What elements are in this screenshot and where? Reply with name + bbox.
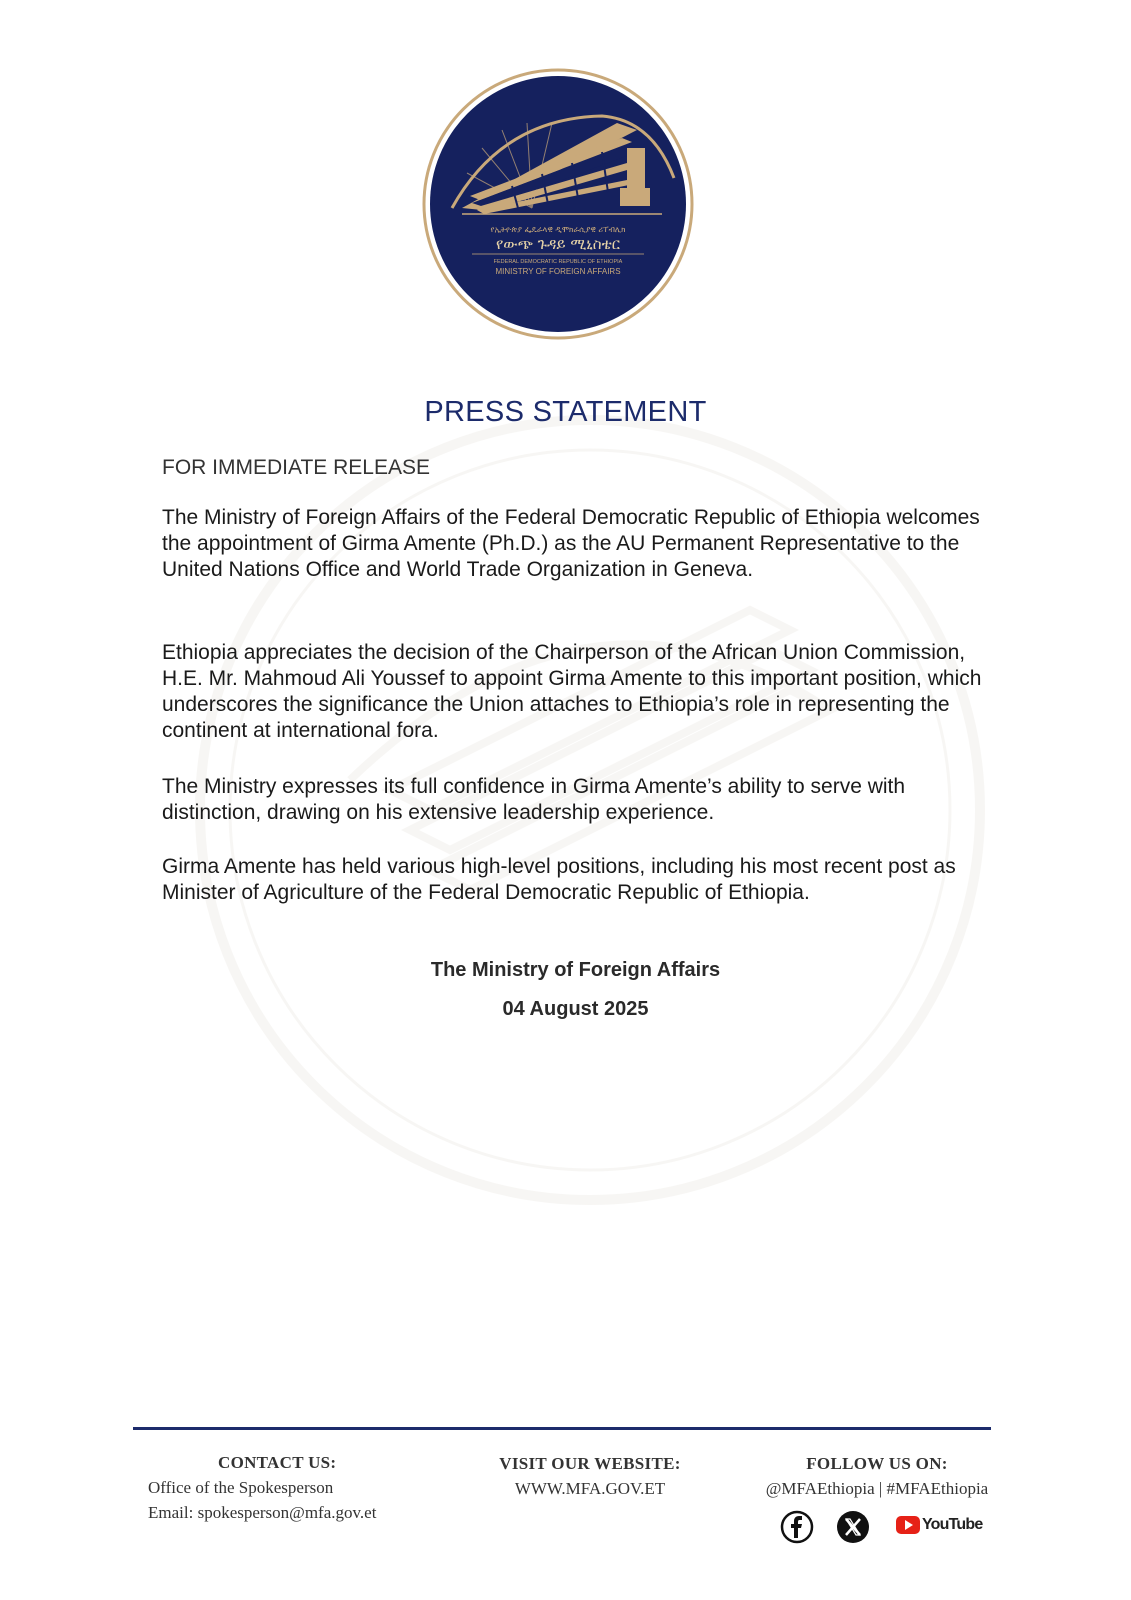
paragraph-3: The Ministry expresses its full confidence in Girma Amente’s ability to serve with distinction, drawing on his extensive leadership experience. — [162, 775, 906, 824]
signoff-ministry: The Ministry of Foreign Affairs — [430, 959, 721, 981]
footer-follow — [752, 1451, 1002, 1501]
facebook-icon[interactable] — [780, 1510, 814, 1544]
logo-english-line2: MINISTRY OF FOREIGN AFFAIRS — [495, 267, 621, 276]
release-label: FOR IMMEDIATE RELEASE — [162, 456, 430, 479]
follow-heading: FOLLOW US ON: — [806, 1454, 948, 1473]
logo-amharic-line1: የኢትዮጵያ ፌዴራላዊ ዲሞክራሲያዊ ሪፐብሊክ — [490, 225, 626, 234]
ministry-logo — [422, 68, 694, 340]
paragraph-1: The Ministry of Foreign Affairs of the Federal Democratic Republic of Ethiopia welcomes the appointment of Girma Amente (Ph.D.) as the AU Permanent Representative to the United Nations Office and World Trade Organization in Geneva. — [162, 506, 980, 581]
follow-handles: @MFAEthiopia | #MFAEthiopia — [765, 1479, 989, 1498]
youtube-label[interactable]: YouTube — [922, 1516, 983, 1533]
website-link[interactable]: WWW.MFA.GOV.ET — [514, 1479, 666, 1498]
footer-contact — [148, 1450, 376, 1525]
signoff-date: 04 August 2025 — [502, 998, 649, 1020]
logo-amharic-line2: የውጭ ጉዳይ ሚኒስቴር — [495, 235, 621, 253]
paragraph-2: Ethiopia appreciates the decision of the Chairperson of the African Union Commission, H.E. Mr. Mahmoud Ali Youssef to appoint Girma Amente to this important position, which underscores the significance the Union attaches to Ethiopia’s role in representing the continent at international fora. — [162, 641, 982, 742]
footer-website — [490, 1451, 690, 1501]
contact-heading: CONTACT US: — [218, 1453, 337, 1472]
page-title: PRESS STATEMENT — [424, 396, 707, 428]
footer-divider — [133, 1427, 991, 1430]
contact-office: Office of the Spokesperson — [148, 1478, 334, 1497]
contact-email[interactable]: Email: spokesperson@mfa.gov.et — [148, 1503, 377, 1522]
social-icons — [780, 1510, 990, 1550]
website-heading: VISIT OUR WEBSITE: — [499, 1454, 681, 1473]
youtube-icon[interactable] — [896, 1516, 920, 1534]
x-twitter-icon[interactable] — [836, 1510, 870, 1544]
paragraph-4: Girma Amente has held various high-level positions, including his most recent post as Minister of Agriculture of the Federal Democratic Republic of Ethiopia. — [162, 855, 956, 904]
logo-english-line1: FEDERAL DEMOCRATIC REPUBLIC OF ETHIOPIA — [493, 259, 623, 265]
